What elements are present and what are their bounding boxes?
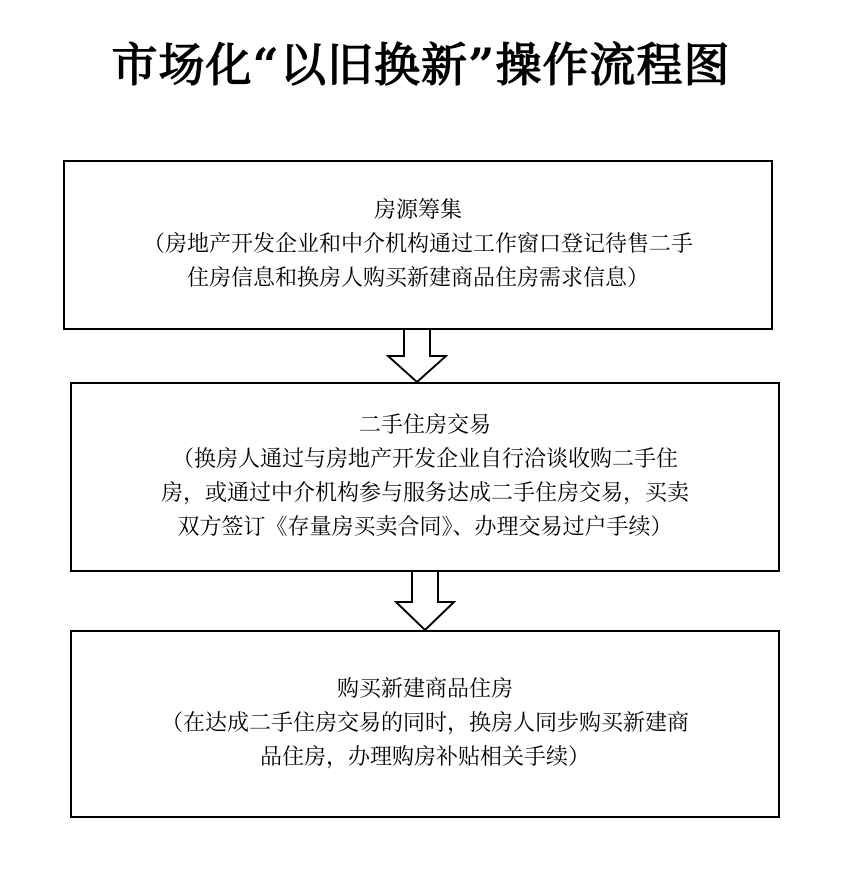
step-heading: 二手住房交易 xyxy=(358,413,491,438)
step-detail-line: 双方签订《存量房买卖合同》、办理交易过户手续） xyxy=(177,515,673,540)
down-arrow-icon xyxy=(394,570,456,632)
step-detail-line: （房地产开发企业和中介机构通过工作窗口登记待售二手 xyxy=(142,232,693,257)
step-housing-collection-box xyxy=(63,160,773,330)
step-heading: 房源筹集 xyxy=(373,198,462,223)
step-detail-line: （换房人通过与房地产开发企业自行洽谈收购二手住 xyxy=(171,447,678,472)
step-secondhand-trade-box xyxy=(70,382,780,572)
step-detail-line: 住房信息和换房人购买新建商品住房需求信息） xyxy=(186,266,649,291)
step-buy-new-housing-box xyxy=(70,630,780,818)
step-heading: 购买新建商品住房 xyxy=(336,677,513,702)
step-detail-line: （在达成二手住房交易的同时，换房人同步购买新建商 xyxy=(160,711,689,736)
step-detail-line: 品住房，办理购房补贴相关手续） xyxy=(259,745,590,770)
flowchart-title: 市场化“以旧换新”操作流程图 xyxy=(111,38,731,92)
step-detail-line: 房，或通过中介机构参与服务达成二手住房交易，买卖 xyxy=(160,481,689,506)
down-arrow-icon xyxy=(386,328,448,384)
